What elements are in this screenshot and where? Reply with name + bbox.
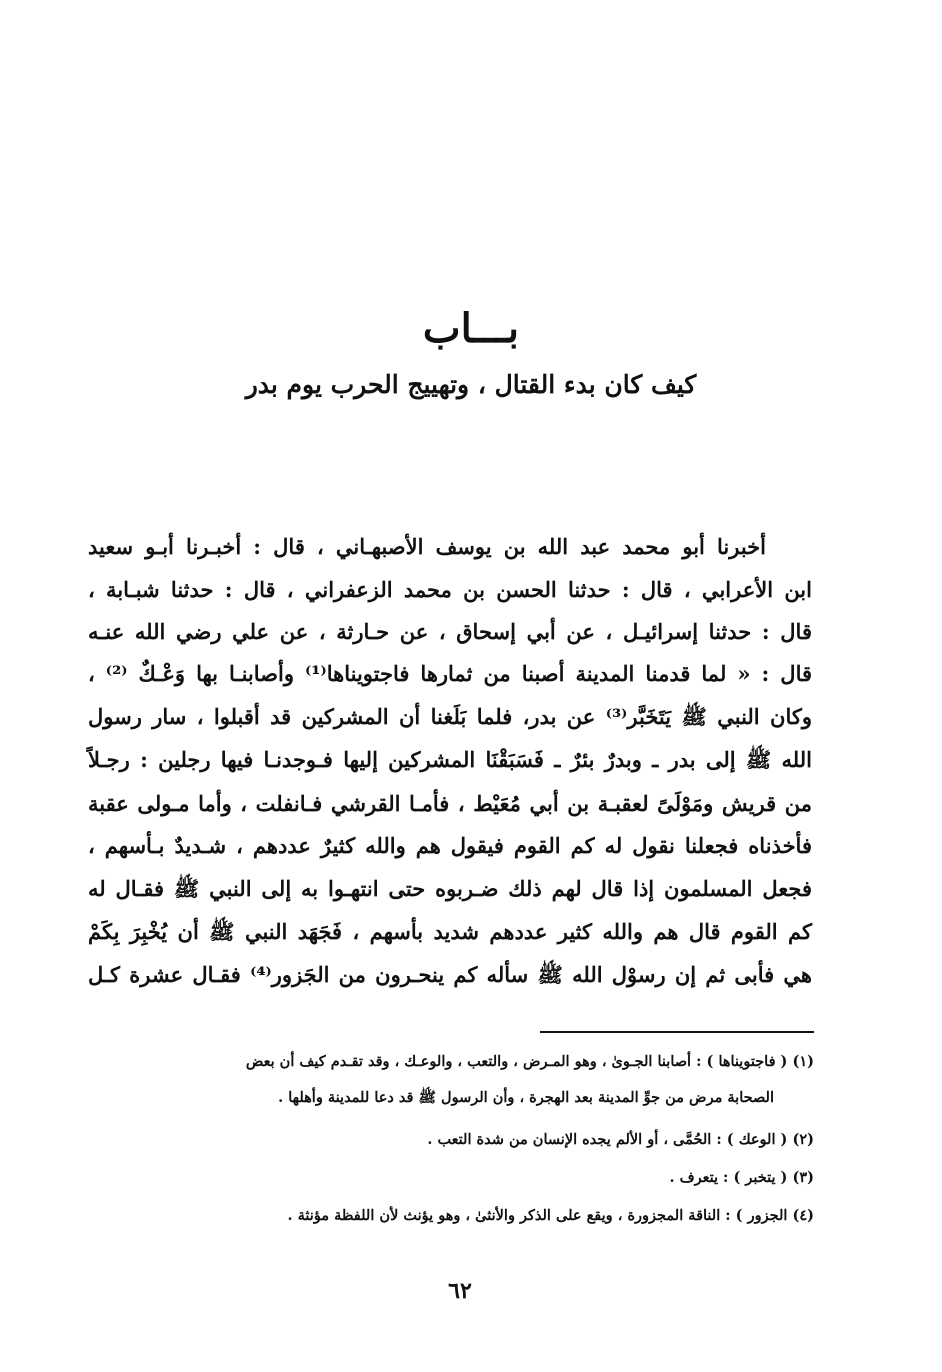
body-line: هي فأبى ثم إن رسوْل الله ﷺ سأله كم ينحـرون من الجَزور⁽⁴⁾ فقـال عشرة كـل [88, 962, 812, 987]
body-line: ابن الأعرابي ، قال : حدثنا الحسن بن محمد الزعفراني ، قال : حدثنا شبـابة ، [88, 577, 812, 602]
footnote-divider [540, 1031, 814, 1033]
footnote-1-cont: الصحابة مرض من جوِّ المدينة بعد الهجرة ، وأن الرسول ﷺ قد دعا للمدينة وأهلها . [278, 1089, 774, 1106]
body-line: قال : حدثنا إسرائيـل ، عن أبي إسحاق ، عن حـارثة ، عن علي رضي الله عنـه [88, 619, 812, 644]
body-line: فجعل المسلمون إذا قال لهم ذلك ضـربوه حتى انتهـوا به إلى النبي ﷺ فقـال له [88, 876, 812, 901]
chapter-heading: بـــاب [422, 305, 520, 352]
body-line: من قريش ومَوْلَىً لعقبـة بن أبي مُعَيْط ، فأمـا القرشي فـانفلت ، وأما مـولى عقبة [88, 791, 812, 816]
body-line: فأخذناه فجعلنا نقول له كم القوم فيقول هم والله كثيرٌ عددهم ، شـديدٌ بـأسهم ، [88, 833, 812, 858]
body-line: أخبرنا أبو محمد عبد الله بن يوسف الأصبهـاني ، قال : أخبـرنا أبـو سعيد [88, 534, 766, 559]
body-line: قال : « لما قدمنا المدينة أصبنا من ثمارها فاجتويناها⁽¹⁾ وأصابنـا بها وَعْـكٌ ⁽²⁾ ، [88, 661, 813, 686]
footnote-4: (٤) الجزور ) : الناقة المجزورة ، ويقع على الذكر والأنثىٰ ، وهو يؤنث لأن اللفظة مؤنثة . [287, 1207, 814, 1224]
footnote-1: (١) ( فاجتويناها ) : أصابنا الجـوىٰ ، وهو المـرض ، والتعب ، والوعـك ، وقد تقـدم كيف أن بعض [245, 1053, 814, 1070]
footnote-2: (٢) ( الوعك ) : الحُمَّى ، أو الألم يجده الإنسان من شدة التعب . [427, 1131, 814, 1148]
footnote-3: (٣) ( يتخبر ) : يتعرف . [669, 1169, 814, 1186]
body-line: الله ﷺ إلى بدر ـ وبدرٌ بئرٌ ـ فَسَبَقْنَا المشركين إليها فـوجدنـا فيها رجلين : رجـلاً [88, 747, 812, 772]
body-line: كم القوم قال هم والله كثير عددهم شديد بأسهم ، فَجَهَد النبي ﷺ أن يُخْبِرَ بِكَمْ [88, 919, 812, 944]
page-number: ٦٢ [448, 1278, 472, 1304]
chapter-title: كيف كان بدء القتال ، وتهييج الحرب يوم بدر [245, 370, 697, 399]
body-line: وكان النبي ﷺ يَتَخَبَّر⁽³⁾ عن بدر، فلما بَلَغنا أن المشركين قد أقبلوا ، سار رسول [88, 704, 812, 729]
